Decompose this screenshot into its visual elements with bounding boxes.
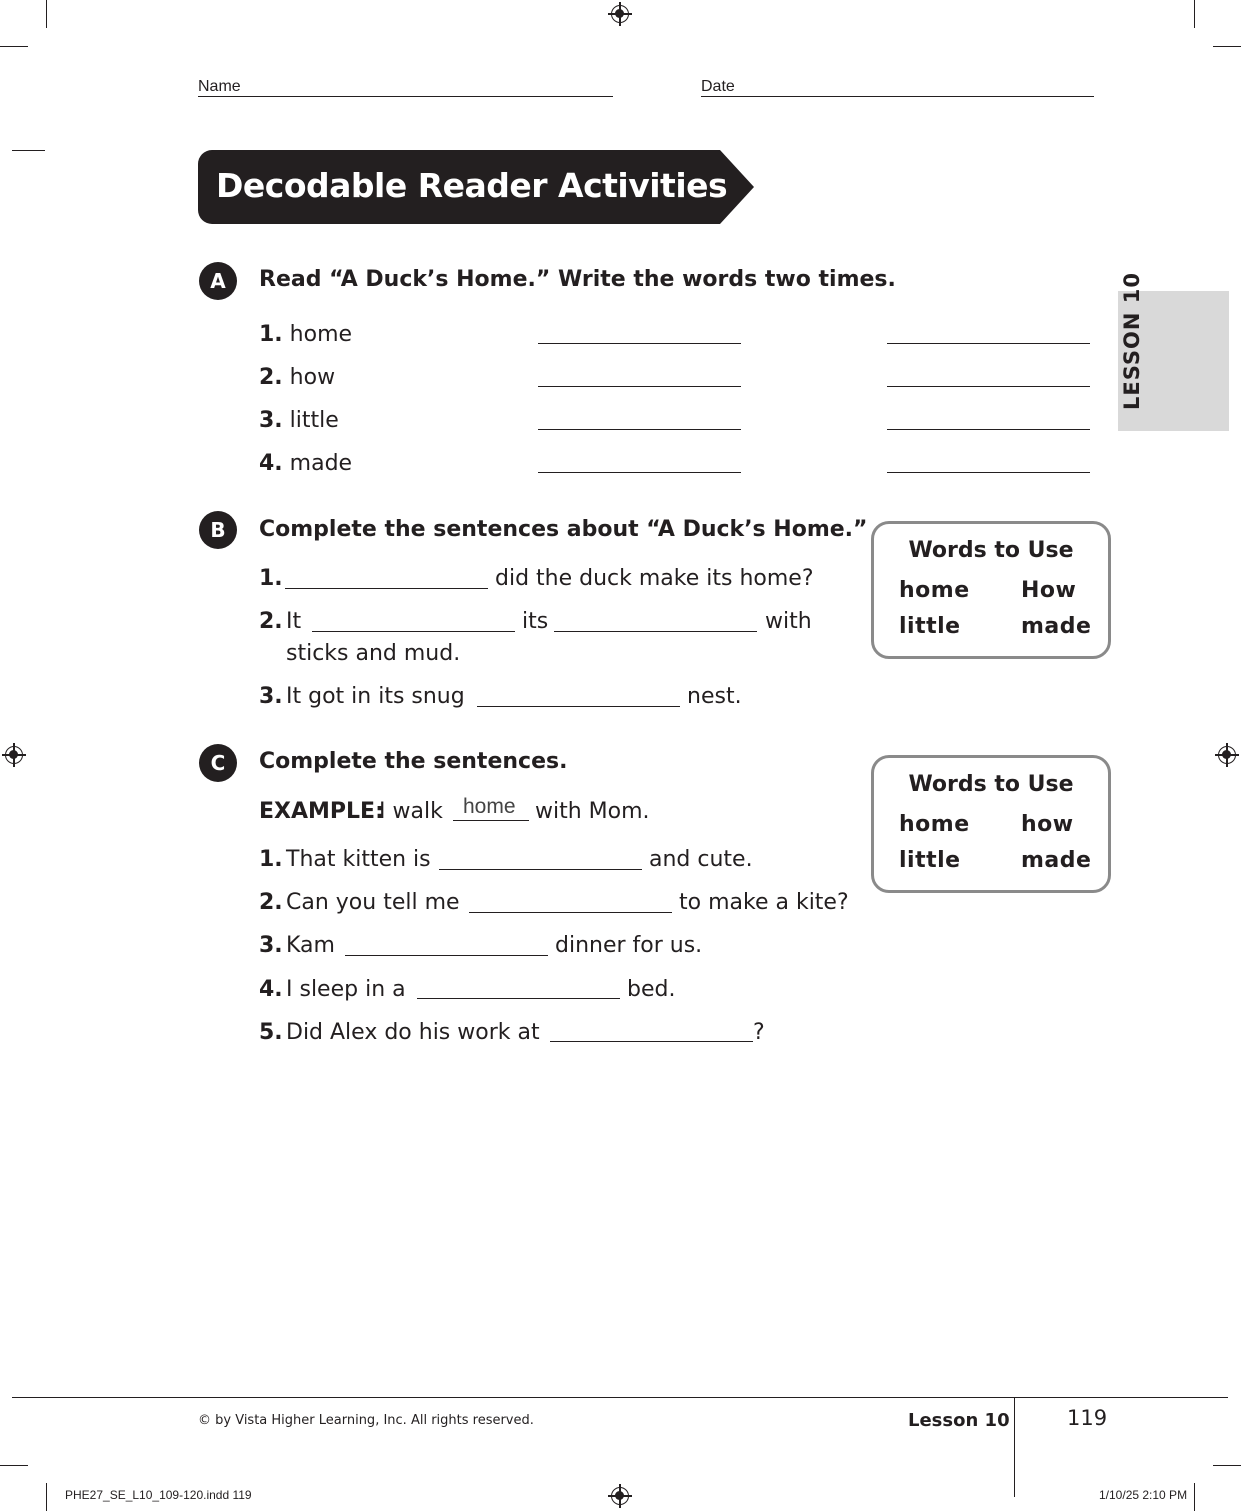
answer-blank[interactable] (312, 631, 515, 632)
section-b-item-text: sticks and mud. (286, 641, 461, 666)
section-c-item-text: Kam (286, 933, 335, 958)
crop-mark (1194, 1483, 1195, 1511)
name-field[interactable] (198, 96, 613, 97)
section-c-item-text: Did Alex do his work at (286, 1020, 540, 1045)
section-c-item-text: dinner for us. (555, 933, 703, 958)
crop-mark (0, 1465, 28, 1466)
answer-blank[interactable] (345, 955, 548, 956)
section-c-item-text: to make a kite? (679, 890, 849, 915)
example-text: with Mom. (535, 799, 650, 824)
answer-blank[interactable] (538, 472, 741, 473)
section-c-item-text: I sleep in a (286, 977, 406, 1002)
registration-mark-icon (611, 5, 629, 23)
example-answer: home (463, 795, 516, 818)
word-bank-box (871, 521, 1111, 659)
word-bank-word: home (899, 812, 970, 837)
page-title: Decodable Reader Activities (216, 166, 728, 205)
answer-blank[interactable] (477, 706, 680, 707)
section-a-item: 1. home (259, 322, 353, 347)
word-bank-word: made (1021, 848, 1092, 873)
page-number: 119 (1067, 1406, 1108, 1430)
crop-mark (1194, 0, 1195, 28)
section-b-item-number: 1. (259, 566, 283, 591)
registration-mark-icon (5, 746, 23, 764)
section-c-item-number: 4. (259, 977, 283, 1002)
word-bank-word: little (899, 614, 961, 639)
section-c-item-text: bed. (627, 977, 676, 1002)
section-c-heading: Complete the sentences. (259, 749, 568, 774)
footer-rule (12, 1397, 1228, 1398)
answer-blank[interactable] (417, 998, 620, 999)
section-a-item: 3. little (259, 408, 339, 433)
file-name-slug: PHE27_SE_L10_109-120.indd 119 (65, 1488, 252, 1502)
section-a-heading: Read “A Duck’s Home.” Write the words two times. (259, 267, 896, 292)
section-a-item: 4. made (259, 451, 353, 476)
section-c-item-number: 3. (259, 933, 283, 958)
section-c-item-number: 1. (259, 847, 283, 872)
word-bank-word: home (899, 578, 970, 603)
section-b-heading: Complete the sentences about “A Duck’s Home.” (259, 517, 868, 542)
answer-blank[interactable] (887, 386, 1090, 387)
crop-mark (1213, 46, 1241, 47)
word-bank-word: how (1021, 812, 1074, 837)
crop-mark (46, 1483, 47, 1511)
crop-mark (46, 0, 47, 28)
registration-mark-icon (1218, 746, 1236, 764)
answer-blank[interactable] (554, 631, 757, 632)
section-c-badge: C (199, 744, 237, 782)
answer-blank[interactable] (469, 912, 672, 913)
section-c-item-text: That kitten is (286, 847, 431, 872)
word-bank-box (871, 755, 1111, 893)
section-b-item-number: 2. (259, 609, 283, 634)
footer-divider (1014, 1397, 1015, 1497)
name-label: Name (198, 78, 241, 95)
date-field[interactable] (701, 96, 1094, 97)
section-c-item-text: Can you tell me (286, 890, 460, 915)
answer-blank[interactable] (887, 343, 1090, 344)
answer-blank[interactable] (439, 869, 642, 870)
answer-blank[interactable] (538, 429, 741, 430)
section-c-item-text: and cute. (649, 847, 753, 872)
section-b-item-text: nest. (687, 684, 742, 709)
word-bank-title: Words to Use (908, 772, 1074, 797)
crop-mark (1213, 1465, 1241, 1466)
registration-mark-icon (611, 1487, 629, 1505)
answer-blank[interactable] (550, 1041, 753, 1042)
example-label: EXAMPLE: (259, 799, 384, 824)
lesson-side-tab-label: LESSON 10 (1120, 272, 1144, 410)
section-a-item: 2. how (259, 365, 336, 390)
example-blank (453, 820, 529, 821)
section-b-item-text: did the duck make its home? (495, 566, 814, 591)
section-c-item-number: 5. (259, 1020, 283, 1045)
answer-blank[interactable] (538, 343, 741, 344)
word-bank-word: made (1021, 614, 1092, 639)
section-b-badge: B (199, 511, 237, 549)
word-bank-word: How (1021, 578, 1077, 603)
answer-blank[interactable] (887, 429, 1090, 430)
section-c-item-number: 2. (259, 890, 283, 915)
section-b-item-number: 3. (259, 684, 283, 709)
word-bank-word: little (899, 848, 961, 873)
crop-mark (0, 46, 28, 47)
answer-blank[interactable] (538, 386, 741, 387)
section-b-item-text: its (522, 609, 549, 634)
section-b-item-text: with (765, 609, 812, 634)
section-b-item-text: It (286, 609, 302, 634)
section-b-item-text: It got in its snug (286, 684, 465, 709)
crop-mark (12, 150, 45, 151)
answer-blank[interactable] (887, 472, 1090, 473)
section-a-badge: A (199, 262, 237, 300)
answer-blank[interactable] (285, 588, 488, 589)
example-text: I walk (379, 799, 443, 824)
word-bank-title: Words to Use (908, 538, 1074, 563)
date-label: Date (701, 78, 735, 95)
section-c-item-text: ? (753, 1020, 765, 1045)
footer-lesson-label: Lesson 10 (908, 1410, 1010, 1431)
print-timestamp: 1/10/25 2:10 PM (1099, 1488, 1188, 1502)
copyright-text: © by Vista Higher Learning, Inc. All rights reserved. (198, 1413, 534, 1428)
